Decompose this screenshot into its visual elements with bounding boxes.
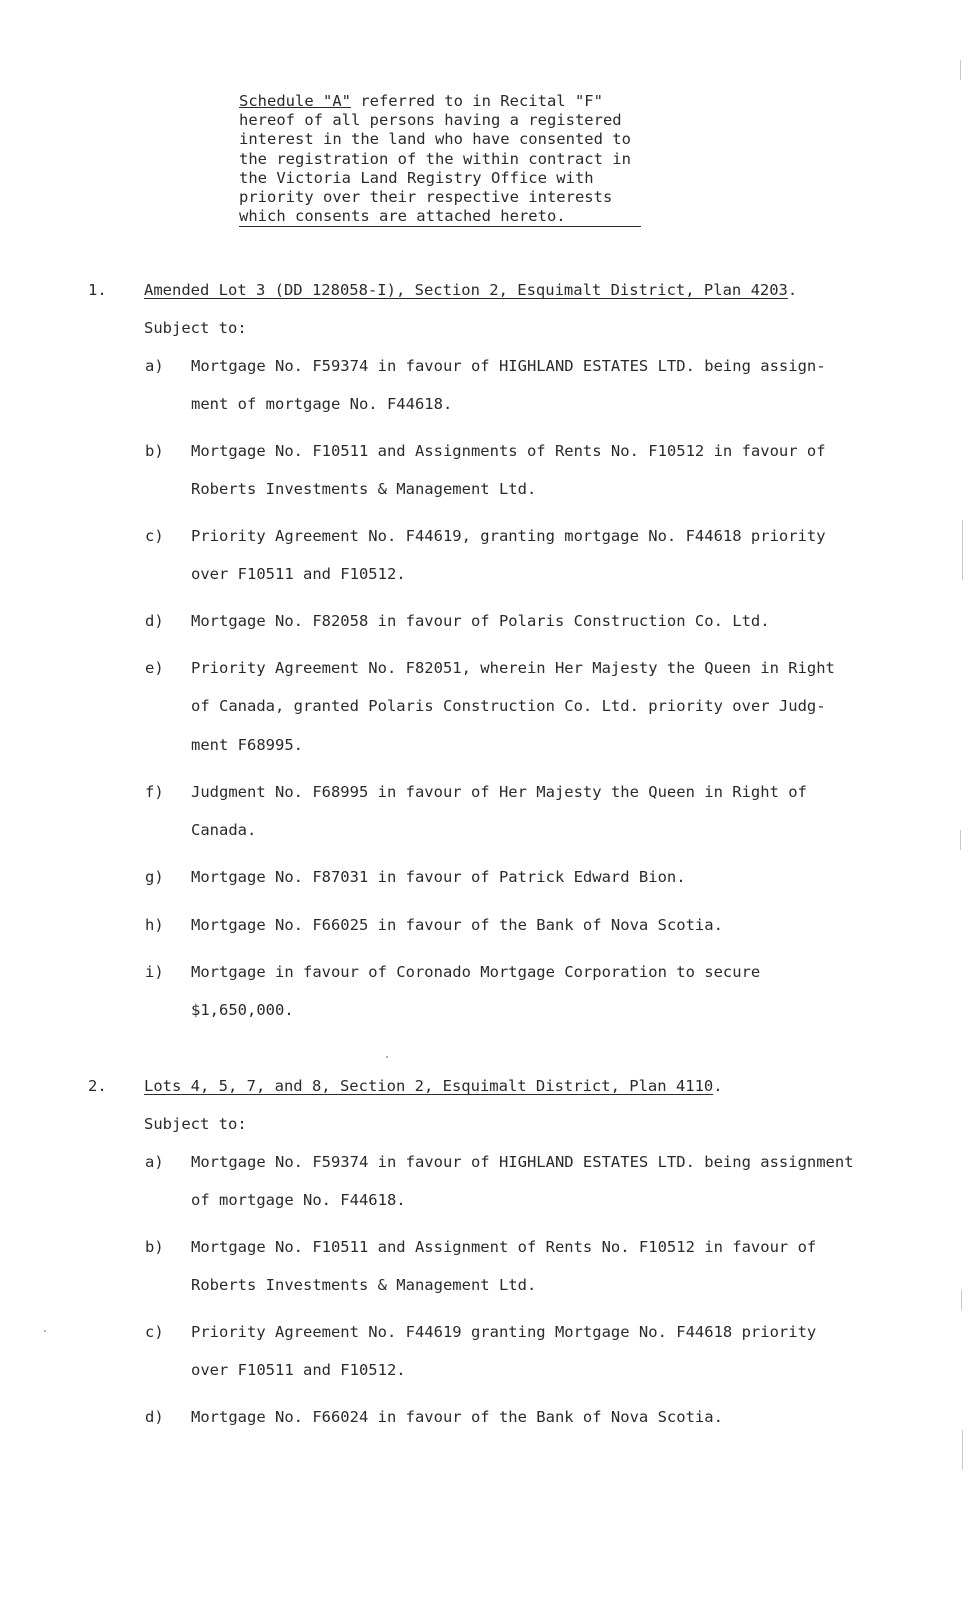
item-text: ment F68995. <box>191 736 303 754</box>
scan-edge-mark <box>960 60 961 80</box>
item-text: Priority Agreement No. F82051, wherein Her Majesty the Queen in Right <box>191 659 835 677</box>
header-line-3: interest in the land who have consented to <box>239 130 631 149</box>
item-text: Mortgage No. F10511 and Assignment of Rents No. F10512 in favour of <box>191 1238 817 1256</box>
item-text: of Canada, granted Polaris Construction Co. Ltd. priority over Judg- <box>191 697 826 715</box>
schedule-title: Schedule "A" <box>239 92 351 110</box>
item-text: Priority Agreement No. F44619, granting mortgage No. F44618 priority <box>191 527 826 545</box>
item-text: Mortgage No. F66025 in favour of the Bank of Nova Scotia. <box>191 916 723 934</box>
header-line-6: priority over their respective interests <box>239 188 613 207</box>
item-text: Judgment No. F68995 in favour of Her Majesty the Queen in Right of <box>191 783 807 801</box>
item-letter: b) <box>145 442 164 460</box>
item-text: of mortgage No. F44618. <box>191 1191 406 1209</box>
scan-edge-mark <box>961 1290 962 1310</box>
header-line-1: Schedule "A" referred to in Recital "F" <box>239 92 603 110</box>
item-text: Priority Agreement No. F44619 granting Mortgage No. F44618 priority <box>191 1323 817 1341</box>
scan-speck <box>44 1330 46 1332</box>
section-heading: Lots 4, 5, 7, and 8, Section 2, Esquimalt District, Plan 4110. <box>144 1077 723 1095</box>
item-text: ment of mortgage No. F44618. <box>191 395 453 413</box>
item-letter: i) <box>145 963 164 981</box>
item-letter: b) <box>145 1238 164 1256</box>
item-text: Mortgage No. F82058 in favour of Polaris Construction Co. Ltd. <box>191 612 770 630</box>
item-text: Mortgage No. F59374 in favour of HIGHLAND ESTATES LTD. being assignment <box>191 1153 854 1171</box>
section-title: Amended Lot 3 (DD 128058-I), Section 2, Esquimalt District, Plan 4203 <box>144 281 788 299</box>
item-text: Mortgage No. F87031 in favour of Patrick Edward Bion. <box>191 868 686 886</box>
item-letter: d) <box>145 612 164 630</box>
section-title: Lots 4, 5, 7, and 8, Section 2, Esquimalt District, Plan 4110 <box>144 1077 714 1095</box>
item-text: Mortgage No. F59374 in favour of HIGHLAND ESTATES LTD. being assign- <box>191 357 826 375</box>
header-line-7: which consents are attached hereto. <box>239 207 641 227</box>
section-number: 2. <box>88 1077 107 1095</box>
item-text: $1,650,000. <box>191 1001 294 1019</box>
item-text: over F10511 and F10512. <box>191 1361 406 1379</box>
section-number: 1. <box>88 281 107 299</box>
section-heading: Amended Lot 3 (DD 128058-I), Section 2, Esquimalt District, Plan 4203. <box>144 281 798 299</box>
item-letter: h) <box>145 916 164 934</box>
item-letter: d) <box>145 1408 164 1426</box>
item-letter: g) <box>145 868 164 886</box>
header-line-5: the Victoria Land Registry Office with <box>239 168 594 187</box>
item-letter: a) <box>145 357 164 375</box>
scan-edge-mark <box>962 520 963 580</box>
item-letter: a) <box>145 1153 164 1171</box>
schedule-header <box>239 92 641 227</box>
item-letter: e) <box>145 659 164 677</box>
scan-edge-mark <box>960 830 961 850</box>
subject-to-label: Subject to: <box>144 1115 247 1133</box>
item-text: over F10511 and F10512. <box>191 565 406 583</box>
scan-edge-mark <box>962 1430 963 1470</box>
item-text: Roberts Investments & Management Ltd. <box>191 1276 537 1294</box>
item-letter: c) <box>145 1323 164 1341</box>
item-letter: f) <box>145 783 164 801</box>
item-text: Mortgage No. F66024 in favour of the Bank of Nova Scotia. <box>191 1408 723 1426</box>
item-letter: c) <box>145 527 164 545</box>
item-text: Mortgage No. F10511 and Assignments of Rents No. F10512 in favour of <box>191 442 826 460</box>
item-text: Roberts Investments & Management Ltd. <box>191 480 537 498</box>
scan-speck <box>386 1056 388 1058</box>
header-line-2: hereof of all persons having a registered <box>239 111 622 130</box>
item-text: Canada. <box>191 821 257 839</box>
item-text: Mortgage in favour of Coronado Mortgage Corporation to secure <box>191 963 761 981</box>
header-line-4: the registration of the within contract in <box>239 149 631 168</box>
subject-to-label: Subject to: <box>144 319 247 337</box>
